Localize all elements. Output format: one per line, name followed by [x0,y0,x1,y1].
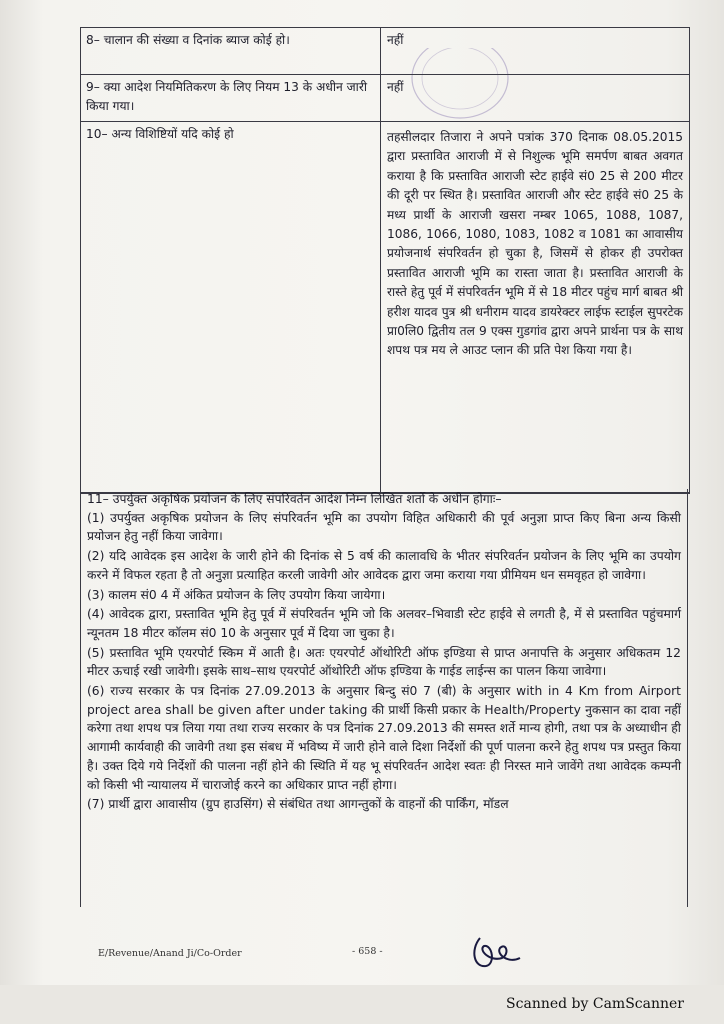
condition-item: (4) आवेदक द्वारा, प्रस्तावित भूमि हेतु पूर्व में संपरिवर्तन भूमि जो कि अलवर–भिवाडी स्टेट हाईवे से लगती है, में से प्रस्तावित पहुंचमार्ग न्यूनतम 18 मीटर कॉलम सं0 10 के अनुसार पूर्व में दिया जा चुका है। [87,607,681,640]
row-value: नहीं [387,33,404,47]
conditions-section [80,489,688,907]
row-label: 9– क्या आदेश नियमितिकरण के लिए नियम 13 के अधीन जारी किया गया। [81,75,381,121]
page-number: - 658 - [352,946,383,957]
row-value: तहसीलदार तिजारा ने अपने पत्रांक 370 दिनाक 08.05.2015 द्वारा प्रस्तावित आराजी में से निशुल्क भूमि समर्पण बाबत अवगत कराया है कि प्रस्तावित आराजी स्टेट हाईवे सं0 25 से 200 मीटर की दूरी पर स्थित है। प्रस्तावित आराजी और स्टेट हाईवे सं0 25 के मध्य प्रार्थी के आराजी खसरा नम्बर 1065, 1088, 1087, 1086, 1066, 1080, 1083, 1082 व 1081 का आवासीय प्रयोजनार्थ संपरिवर्तन हो चुका है, जिसमें से होकर ही उपरोक्त प्रस्तावित आराजी भूमि का रास्ता जाता है। प्रस्तावित आराजी के रास्ते हेतु पूर्व में संपरिवर्तन भूमि में से 18 मीटर पहुंच मार्ग बाबत श्री हरीश यादव पुत्र श्री धनीराम यादव डायरेक्टर लाईफ स्टाईल सुपरटेक प्रा0लि0 द्वितीय तल 9 एक्स गुडगांव द्वारा अपने प्रार्थना पत्र के साथ शपथ पत्र मय ले आउट प्लान की प्रति पेश किया गया है। [387,130,683,358]
row-label: 10– अन्य विशिष्टियों यदि कोई हो [81,122,381,492]
row-label: 8– चालान की संख्या व दिनांक ब्याज कोई हो। [81,28,381,74]
particulars-table [80,27,690,494]
condition-item: (3) कालम सं0 4 में अंकित प्रयोजन के लिए उपयोग किया जायेगा। [87,587,386,602]
table-row [81,75,689,122]
condition-item: (5) प्रस्तावित भूमि एयरपोर्ट स्किम में आती है। अतः एयरपोर्ट ऑथोरिटी ऑफ इण्डिया से प्राप्त अनापत्ति के अनुसार अधिकतम 12 मीटर ऊचाई रखी जावेगी। इसके साथ–साथ एयरपोर्ट ऑथोरिटी ऑफ इण्डिया के गाईड लाईन्स का पालन किया जावेगा। [87,645,681,679]
table-row [81,28,689,75]
row-value: नहीं [387,80,404,94]
conditions-heading: 11– उपर्युक्त अकृषिक प्रयोजन के लिए संपरिवर्तन आदेश निम्न लिखित शर्तो के अधीन होगाः– [87,492,502,506]
table-row [81,122,689,493]
footer-reference: E/Revenue/Anand Ji/Co-Order [98,948,242,959]
condition-item: (1) उपर्युक्त अकृषिक प्रयोजन के लिए संपरिवर्तन भूमि का उपयोग विहित अधिकारी की पूर्व अनुज्ञा प्राप्त किए बिना अन्य किसी प्रयोजन हेतु नहीं किया जावेगा। [87,510,681,544]
condition-item: (7) प्रार्थी द्वारा आवासीय (ग्रुप हाउसिंग) से संबंधित तथा आगन्तुकों के वाहनों की पार्किंग, मॉडल [87,797,509,812]
condition-item: (2) यदि आवेदक इस आदेश के जारी होने की दिनांक से 5 वर्ष की कालावधि के भीतर संपरिवर्तन प्रयोजन के लिए भूमि का उपयोग करने में विफल रहता है तो अनुज्ञा प्रत्याहित करली जावेगी ओर आवेदक द्वारा जमा कराया गया प्रीमियम धन समवृहत हो जावेगा। [87,549,681,582]
condition-item: (6) राज्य सरकार के पत्र दिनांक 27.09.2013 के अनुसार बिन्दु सं0 7 (बी) के अनुसार with in 4 Km from Airport project area shall be given after under taking की प्रार्थी किसी प्रकार के Health/Property नुकसान का दावा नहीं करेगा तथा शपथ पत्र लिया गया तथा राज्य सरकार के पत्र दिनांक 27.09.2013 की समस्त शर्ते मान्य होगी, तथा पत्र के अध्याधीन ही आगामी कार्यवाही की जावेगी तथा इस संबध में भविष्य में जारी होने वाले दिशा निर्देशों की पूर्ण पालना करने हेतु शपथ पत्र प्रस्तुत किया है। उक्त दिये गये निर्देशों की पालना नहीं होने की स्थिति में यह भू संपरिवर्तन आदेश स्वतः ही निरस्त माने जावेंगे तथा आवेदक कम्पनी को किसी भी न्यायालय में चाराजोई करने का अधिकार प्राप्त नहीं होगा। [87,684,681,792]
scanner-watermark: Scanned by CamScanner [506,996,684,1012]
signature-mark [466,928,528,976]
